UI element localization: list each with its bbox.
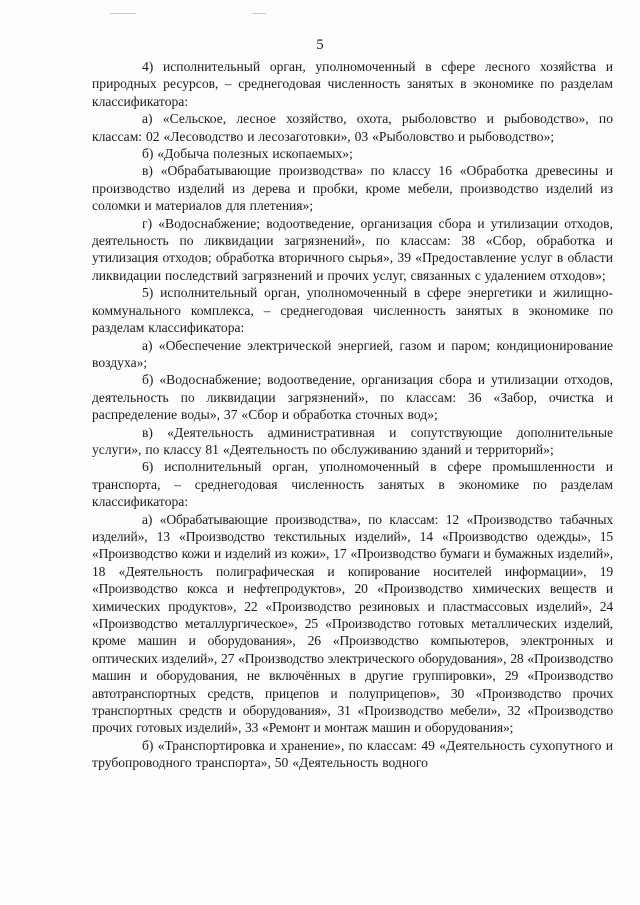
paragraph-item-4v: в) «Обрабатывающие производства» по классу 16 «Обработка древесины и производство изделий из дерева и пробки, кроме мебели, производство изделий из соломки и материалов для плетения»; — [92, 163, 613, 214]
paragraph-item-5a: а) «Обеспечение электрической энергией, газом и паром; кондиционирование воздуха»; — [92, 337, 613, 370]
paragraph-item-5v: в) «Деятельность административная и сопутствующие дополнительные услуги», по классу 81 «Деятельность по обслуживанию зданий и территорий»; — [92, 424, 613, 457]
paragraph-item-5: 5) исполнительный орган, уполномоченный в сфере энергетики и жилищно-коммунального комплекса, – среднегодовая численность занятых в экономике по разделам классификатора: — [92, 285, 613, 336]
page-number: 5 — [316, 37, 324, 53]
paragraph-item-4g: г) «Водоснабжение; водоотведение, организация сбора и утилизации отходов, деятельность по ликвидации загрязнений», по классам: 38 «Сбор, обработка и утилизация отходов; обработка вторичного сырья», 39 «Предоставление услуг в области ликвидации последствий загрязнений и прочих услуг, связанных с удалением отходов»; — [92, 215, 613, 283]
scan-mark — [110, 13, 136, 14]
paragraph-item-6: 6) исполнительный орган, уполномоченный в сфере промышленности и транспорта, – среднегодовая численность занятых в экономике по разделам классификатора: — [92, 459, 613, 510]
paragraph-item-6b: б) «Транспортировка и хранение», по классам: 49 «Деятельность сухопутного и трубопроводного транспорта», 50 «Деятельность водного — [92, 737, 613, 771]
scan-mark — [252, 13, 266, 14]
document-body — [92, 58, 613, 772]
paragraph-item-5b: б) «Водоснабжение; водоотведение, организация сбора и утилизации отходов, деятельность по ликвидации загрязнений», по классам: 36 «Забор, очистка и распределение воды», 37 «Сбор и обработка сточных вод»; — [92, 372, 613, 423]
paragraph-item-4b: б) «Добыча полезных ископаемых»; — [142, 146, 353, 162]
paragraph-item-4: 4) исполнительный орган, уполномоченный в сфере лесного хозяйства и природных ресурсов, – среднегодовая численность занятых в экономике по разделам классификатора: — [92, 59, 613, 109]
paragraph-item-4a: а) «Сельское, лесное хозяйство, охота, рыболовство и рыбоводство», по классам: 02 «Лесоводство и лесозаготовки», 03 «Рыболовство и рыбоводство»; — [92, 111, 613, 144]
paragraph-item-6a: а) «Обрабатывающие производства», по классам: 12 «Производство табачных изделий», 13 «Производство текстильных изделий», 14 «Производство одежды», 15 «Производство кожи и изделий из кожи», 17 «Производство бумаги и бумажных изделий», 18 «Деятельность полиграфическая и копирование носителей информации», 19 «Производство кокса и нефтепродуктов», 20 «Производство химических веществ и химических продуктов», 22 «Производство резиновых и пластмассовых изделий», 24 «Производство металлургическое», 25 «Производство готовых металлических изделий, кроме машин и оборудования», 26 «Производство компьютеров, электронных и оптических изделий», 27 «Производство электрического оборудования», 28 «Производство машин и оборудования, не включённых в другие группировки», 29 «Производство автотранспортных средств, прицепов и полуприцепов», 30 «Производство прочих транспортных средств и оборудования», 31 «Производство мебели», 32 «Производство прочих готовых изделий», 33 «Ремонт и монтаж машин и оборудования»; — [92, 511, 613, 736]
